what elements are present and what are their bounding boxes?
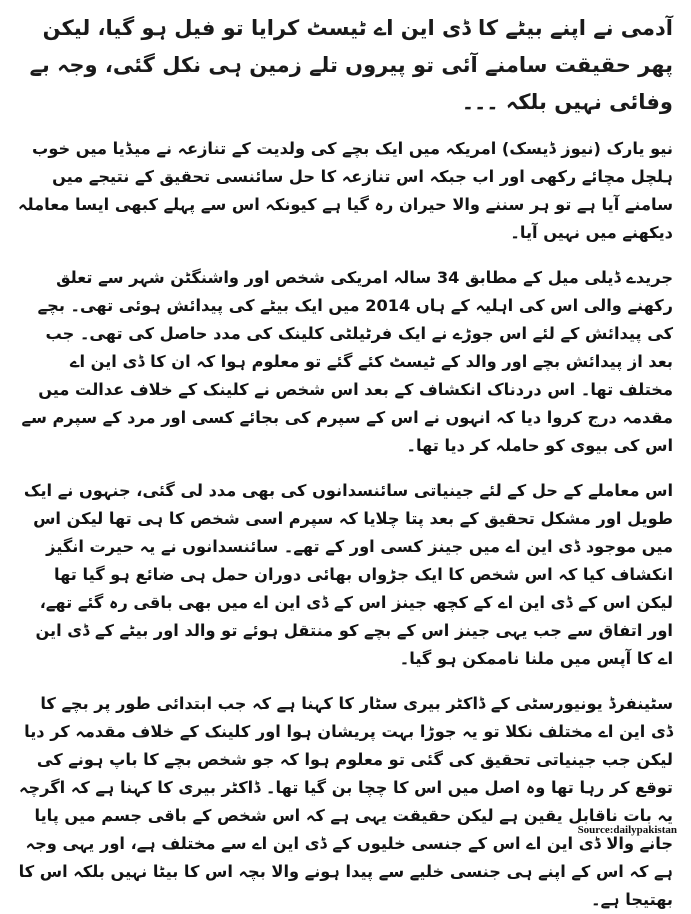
article-paragraph-3: اس معاملے کے حل کے لئے جینیاتی سائنسدانوں کی بھی مدد لی گئی، جنہوں نے ایک طویل اور مشکل تحقیق کے بعد پتا چلایا کہ سپرم اسی شخص کا ہی تھا لیکن اس میں موجود ڈی این اے میں جینز کسی اور کے تھے۔ سائنسدانوں نے یہ حیرت انگیز انکشاف کیا کہ اس شخص کا ایک جڑواں بھائی دوران حمل ہی ضائع ہو گیا تھا لیکن اس کے ڈی این اے کے کچھ جینز اس کے ڈی این اے میں بھی باقی رہ گئے تھے، اور اتفاق سے جب یہی جینز اس کے بچے کو منتقل ہوئے تو والد اور بیٹے کے ڈی این اے کا آپس میں ملنا ناممکن ہو گیا۔ (23, 481, 673, 668)
source-credit: Source:dailypakistan (577, 824, 677, 836)
article-paragraph-1: نیو یارک (نیوز ڈیسک) امریکہ میں ایک بچے کی ولدیت کے تنازعہ نے میڈیا میں خوب ہلچل مچائے رکھی اور اب جبکہ اس تنازعہ کا حل سائنسی تحقیق کے نتیجے میں سامنے آیا ہے تو ہر سننے والا حیران رہ گیا ہے کیونکہ اس سے پہلے کبھی ایسا معاملہ دیکھنے میں نہیں آیا۔ (18, 139, 673, 242)
article-paragraph-4: سٹینفرڈ یونیورسٹی کے ڈاکٹر بیری سٹار کا کہنا ہے کہ جب ابتدائی طور پر بچے کا ڈی این اے مختلف نکلا تو یہ جوڑا بہت پریشان ہوا اور کلینک کے خلاف مقدمہ کر دیا لیکن جب جینیاتی تحقیق کی گئی تو معلوم ہوا کہ جو شخص بچے کا باپ ہونے کی توقع کر رہا تھا وہ اصل میں اس کا چچا بن گیا تھا۔ ڈاکٹر بیری کا کہنا ہے کہ اگرچہ یہ بات ناقابل یقین ہے لیکن حقیقت یہی ہے کہ اس شخص کے باقی جسم میں پایا جانے والا ڈی این اے اس کے جنسی خلیوں کے ڈی این اے سے مختلف ہے، اور یہی وجہ ہے کہ اس کے اپنے ہی جنسی خلیے سے پیدا ہونے والا بچہ اس کا بیٹا نہیں بلکہ اس کا بھتیجا ہے۔ (18, 694, 673, 909)
article-paragraph-2: جریدے ڈیلی میل کے مطابق 34 سالہ امریکی شخص اور واشنگٹن شہر سے تعلق رکھنے والی اس کی اہلیہ کے ہاں 2014 میں ایک بیٹے کی پیدائش ہوئی تھی۔ بچے کی پیدائش کے لئے اس جوڑے نے ایک فرٹیلٹی کلینک کی مدد حاصل کی تھی۔ جب بعد از پیدائش بچے اور والد کے ٹیسٹ کئے گئے تو معلوم ہوا کہ ان کا ڈی این اے مختلف تھا۔ اس دردناک انکشاف کے بعد اس شخص نے کلینک کے خلاف عدالت میں مقدمہ درج کروا دیا کہ انہوں نے اس کے سپرم کی بجائے کسی اور مرد کے سپرم سے اس کی بیوی کو حاملہ کر دیا تھا۔ (21, 268, 673, 455)
article-headline: آدمی نے اپنے بیٹے کا ڈی این اے ٹیسٹ کرایا تو فیل ہو گیا، لیکن پھر حقیقت سامنے آئی تو پیروں تلے زمین ہی نکل گئی، وجہ بے وفائی نہیں بلکہ ۔۔۔ (29, 16, 673, 114)
